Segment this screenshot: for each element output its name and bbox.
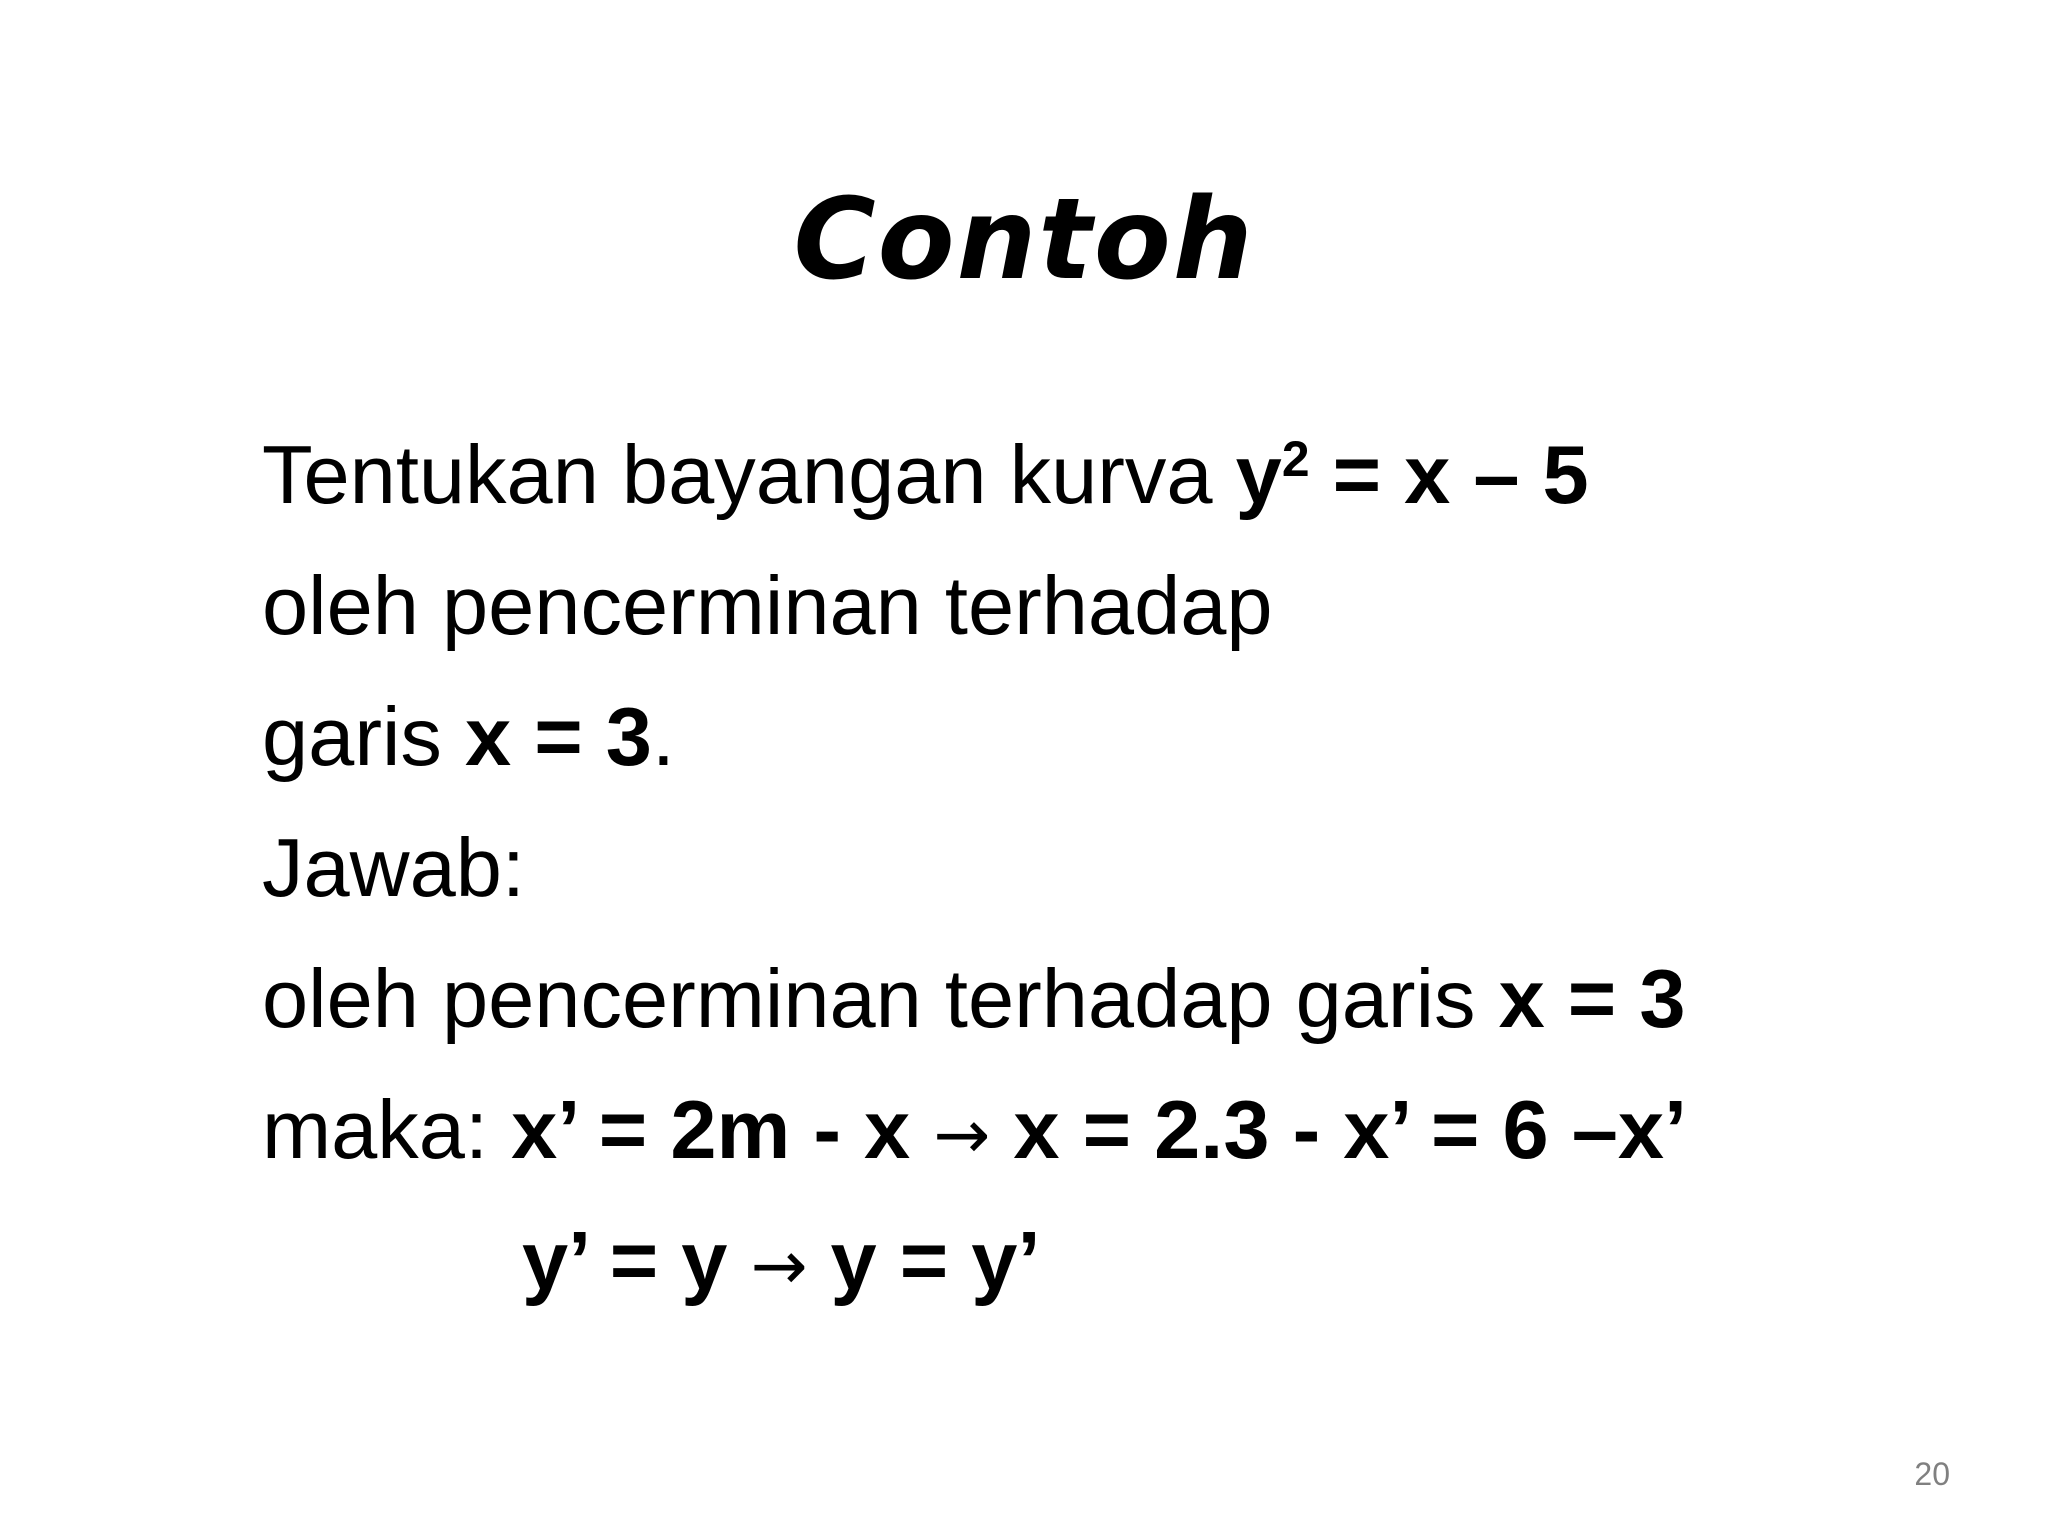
answer-label [262, 818, 525, 918]
page-number: 20 [1914, 1456, 1950, 1492]
answer-prefix: maka: [262, 1083, 512, 1176]
curve-equation-exponent: 2 [1281, 430, 1310, 487]
right-arrow-icon: → [933, 1096, 991, 1175]
answer-text: oleh pencerminan terhadap garis [262, 952, 1499, 1045]
problem-line-3 [262, 687, 675, 787]
mirror-line-equation: x = 3 [464, 690, 652, 783]
slide-title: Contoh [793, 175, 1255, 305]
curve-equation-rest: = x – 5 [1309, 428, 1589, 521]
answer-label-text: Jawab: [262, 821, 525, 914]
problem-text: garis [262, 690, 465, 783]
problem-line-1 [262, 425, 1589, 525]
problem-text: oleh pencerminan terhadap [262, 559, 1273, 652]
x-transform-equation: x’ = 2m - x [511, 1083, 934, 1176]
x-inverse-equation: x = 2.3 - x’ = 6 –x’ [990, 1083, 1688, 1176]
answer-line-2 [262, 1080, 1687, 1186]
y-transform-equation: y’ = y [522, 1214, 751, 1307]
problem-text: Tentukan bayangan kurva [262, 428, 1236, 521]
mirror-line-equation: x = 3 [1498, 952, 1686, 1045]
answer-line-3 [522, 1211, 1041, 1317]
problem-line-2 [262, 556, 1273, 656]
answer-line-1 [262, 949, 1686, 1049]
y-inverse-equation: y = y’ [807, 1214, 1041, 1307]
period: . [651, 690, 675, 783]
right-arrow-icon: → [750, 1227, 808, 1306]
curve-equation-y: y [1235, 428, 1282, 521]
